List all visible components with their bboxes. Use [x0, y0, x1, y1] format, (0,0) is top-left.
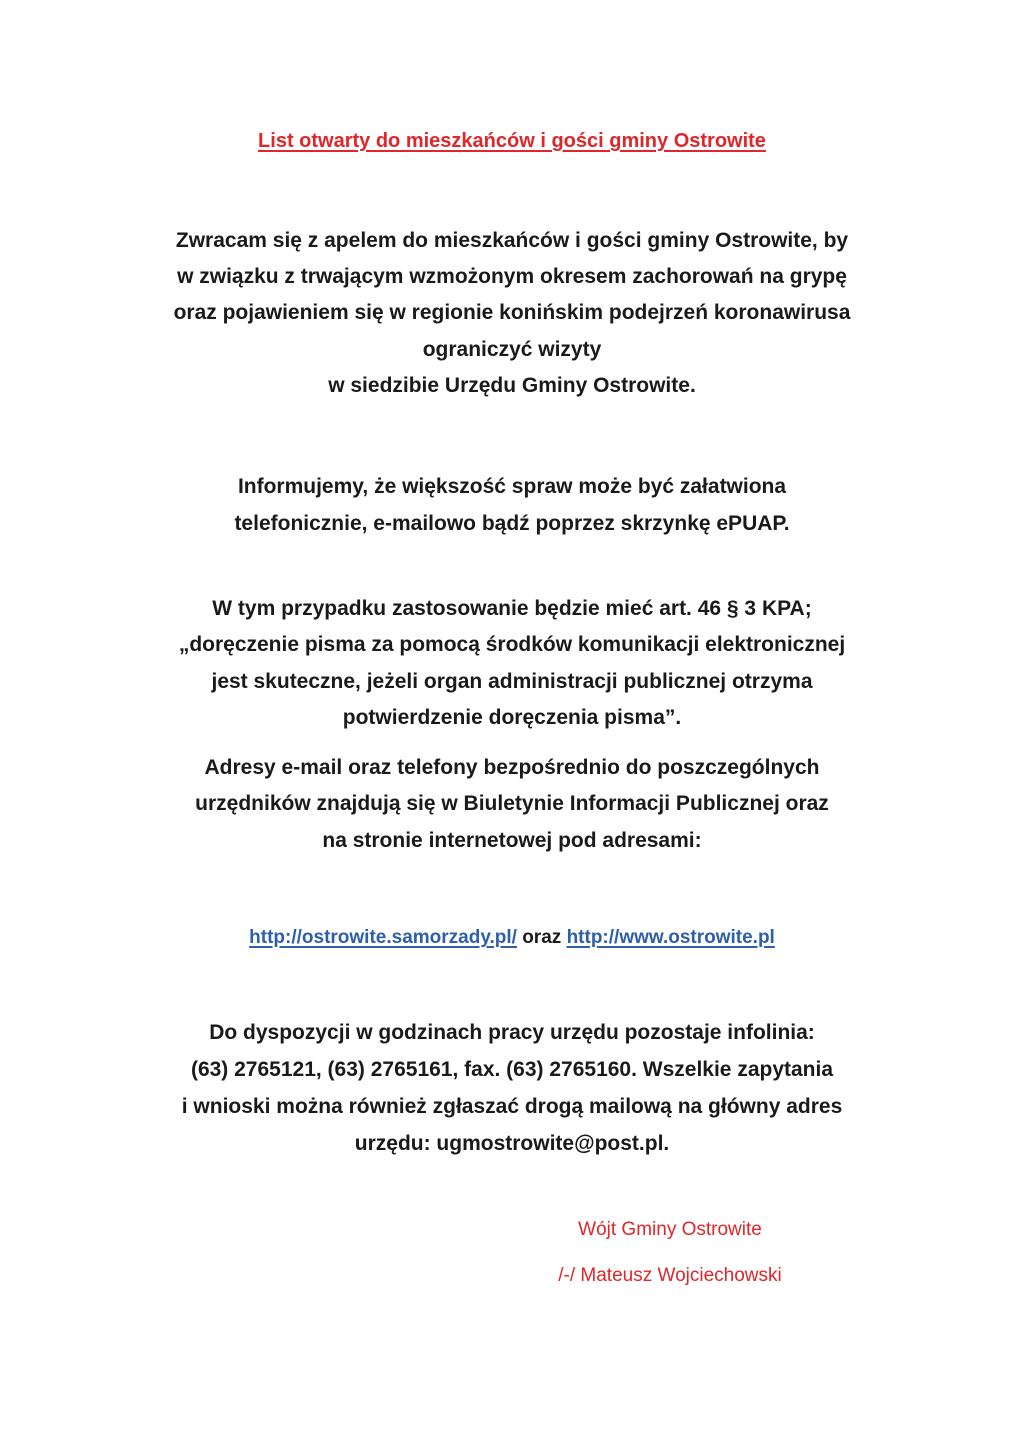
info-line-2: telefonicznie, e-mailowo bądź poprzez skrzynkę ePUAP. [234, 512, 790, 535]
contacts-line-3: na stronie internetowej pod adresami: [322, 829, 702, 852]
hotline-line-4: urzędu: ugmostrowite@post.pl. [354, 1132, 670, 1155]
contacts-line-2: urzędników znajdują się w Biuletynie Informacji Publicznej oraz [195, 792, 829, 815]
signature-role: Wójt Gminy Ostrowite [578, 1219, 762, 1240]
signature-name: /-/ Mateusz Wojciechowski [558, 1265, 782, 1286]
appeal-line-4: ograniczyć wizyty [422, 338, 602, 361]
bip-link[interactable]: http://ostrowite.samorzady.pl/ [249, 927, 517, 948]
appeal-line-3: oraz pojawieniem się w regionie konińskim podejrzeń koronawirusa [173, 301, 851, 324]
links-connector: oraz [522, 927, 562, 948]
links-line [0, 925, 1024, 951]
hotline-line-3: i wnioski można również zgłaszać drogą mailową na główny adres [181, 1095, 843, 1118]
kpa-line-4: potwierdzenie doręczenia pisma”. [342, 706, 682, 729]
hotline-line-2: (63) 2765121, (63) 2765161, fax. (63) 2765160. Wszelkie zapytania [190, 1058, 834, 1081]
website-link[interactable]: http://www.ostrowite.pl [566, 927, 775, 948]
appeal-line-5: w siedzibie Urzędu Gminy Ostrowite. [328, 374, 696, 397]
kpa-line-1: W tym przypadku zastosowanie będzie mieć art. 46 § 3 KPA; [212, 597, 812, 620]
hotline-line-1: Do dyspozycji w godzinach pracy urzędu pozostaje infolinia: [209, 1021, 815, 1044]
page-title: List otwarty do mieszkańców i gości gminy Ostrowite [258, 130, 766, 152]
contacts-line-1: Adresy e-mail oraz telefony bezpośrednio do poszczególnych [204, 756, 820, 779]
appeal-line-2: w związku z trwającym wzmożonym okresem zachorowań na grypę [177, 265, 847, 288]
kpa-line-3: jest skuteczne, jeżeli organ administracji publicznej otrzyma [211, 670, 813, 693]
kpa-line-2: „doręczenie pisma za pomocą środków komunikacji elektronicznej [178, 633, 846, 656]
appeal-line-1: Zwracam się z apelem do mieszkańców i gości gminy Ostrowite, by [175, 229, 849, 252]
info-line-1: Informujemy, że większość spraw może być załatwiona [237, 475, 787, 498]
